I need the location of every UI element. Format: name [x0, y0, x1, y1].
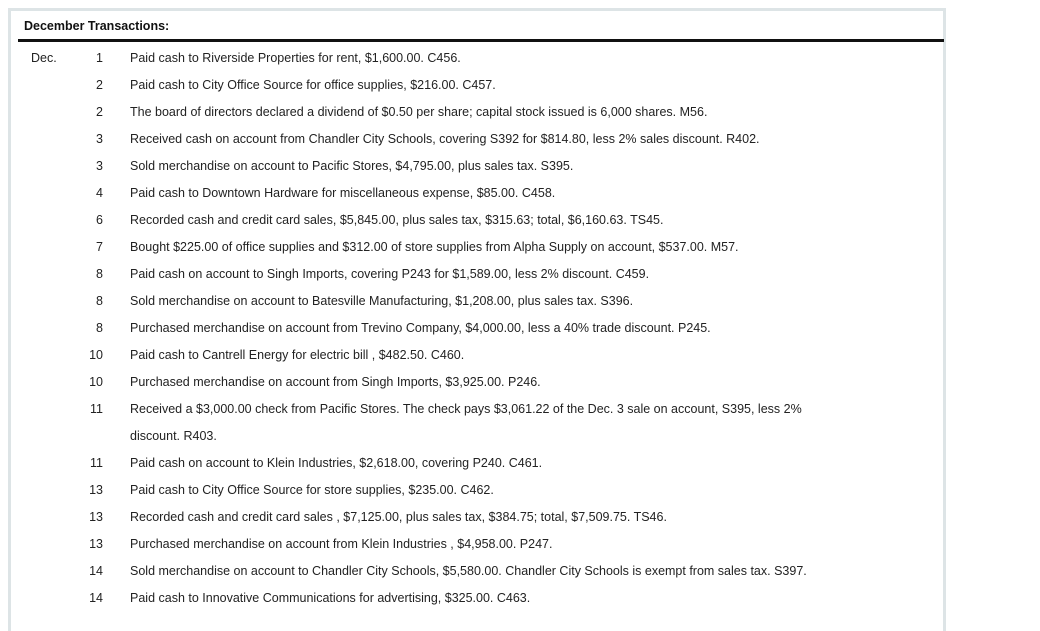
month-label: [11, 369, 81, 396]
transaction-day: 13: [89, 537, 103, 551]
transaction-row: [11, 450, 943, 477]
transaction-list: [11, 42, 943, 612]
transaction-day: 11: [90, 402, 103, 416]
month-label: [11, 342, 81, 369]
transaction-description: Paid cash to Cantrell Energy for electric bill , $482.50. C460.: [130, 348, 465, 362]
transaction-row: [11, 261, 943, 288]
transaction-day: 1: [96, 51, 103, 65]
transaction-day: 4: [96, 186, 103, 200]
transaction-day: 3: [96, 159, 103, 173]
month-label: [11, 261, 81, 288]
month-label: [11, 288, 81, 315]
month-label: [11, 450, 81, 477]
month-label: [11, 477, 81, 504]
transaction-day: 13: [89, 510, 103, 524]
transaction-description: Received cash on account from Chandler City Schools, covering S392 for $814.80, less 2% sales discount. R402.: [130, 132, 760, 146]
transaction-row: [11, 477, 943, 504]
transactions-panel: [8, 8, 946, 631]
transaction-row: [11, 180, 943, 207]
transaction-description: Paid cash to City Office Source for office supplies, $216.00. C457.: [130, 78, 496, 92]
transaction-row: [11, 342, 943, 369]
transaction-description: Paid cash on account to Klein Industries, $2,618.00, covering P240. C461.: [130, 456, 543, 470]
transaction-row: [11, 72, 943, 99]
transaction-description: Recorded cash and credit card sales , $7,125.00, plus sales tax, $384.75; total, $7,509.75. TS46.: [130, 510, 667, 524]
transaction-row: [11, 126, 943, 153]
transaction-day: 2: [96, 78, 103, 92]
transaction-day: 10: [89, 375, 103, 389]
transaction-description: Purchased merchandise on account from Klein Industries , $4,958.00. P247.: [130, 537, 553, 551]
panel-title: December Transactions:: [24, 19, 170, 33]
transaction-row: [11, 153, 943, 180]
transaction-day: 7: [96, 240, 103, 254]
transaction-row: [11, 288, 943, 315]
month-label: Dec.: [31, 51, 57, 65]
transaction-row: [11, 99, 943, 126]
transaction-day: 8: [96, 321, 103, 335]
month-label: [11, 153, 81, 180]
transaction-description: Paid cash to Riverside Properties for rent, $1,600.00. C456.: [130, 51, 461, 65]
transaction-row: [11, 369, 943, 396]
transaction-day: 14: [89, 591, 103, 605]
transaction-day: 13: [89, 483, 103, 497]
month-label: [11, 315, 81, 342]
transaction-description: Recorded cash and credit card sales, $5,845.00, plus sales tax, $315.63; total, $6,160.63. TS45.: [130, 213, 664, 227]
transaction-row: [11, 207, 943, 234]
transaction-day: 8: [96, 294, 103, 308]
transaction-description: Sold merchandise on account to Chandler City Schools, $5,580.00. Chandler City Schools is exempt from sales tax. S397.: [130, 564, 807, 578]
transaction-day: 14: [89, 564, 103, 578]
month-label: [11, 234, 81, 261]
transaction-description: Paid cash to Downtown Hardware for miscellaneous expense, $85.00. C458.: [130, 186, 556, 200]
transaction-row: [11, 558, 943, 585]
transaction-day: 2: [96, 105, 103, 119]
transaction-description: Paid cash to City Office Source for store supplies, $235.00. C462.: [130, 483, 494, 497]
transaction-row: [11, 585, 943, 612]
transaction-row: [11, 234, 943, 261]
transaction-row: [11, 315, 943, 342]
transaction-day: 3: [96, 132, 103, 146]
month-label: [11, 558, 81, 585]
transaction-description: The board of directors declared a dividend of $0.50 per share; capital stock issued is 6,000 shares. M56.: [130, 105, 708, 119]
transaction-row: [11, 396, 943, 450]
transaction-row: [11, 504, 943, 531]
month-label: [11, 531, 81, 558]
month-label: [11, 396, 81, 450]
transaction-description: Paid cash on account to Singh Imports, covering P243 for $1,589.00, less 2% discount. C459.: [130, 267, 650, 281]
transaction-row: [11, 531, 943, 558]
transaction-description: Purchased merchandise on account from Singh Imports, $3,925.00. P246.: [130, 375, 541, 389]
month-label: [11, 585, 81, 612]
month-label: [11, 207, 81, 234]
transaction-day: 11: [90, 456, 103, 470]
transaction-description: Bought $225.00 of office supplies and $312.00 of store supplies from Alpha Supply on account, $537.00. M57.: [130, 240, 739, 254]
month-label: [11, 126, 81, 153]
transaction-description: Sold merchandise on account to Batesville Manufacturing, $1,208.00, plus sales tax. S396.: [130, 294, 634, 308]
transaction-description: Sold merchandise on account to Pacific Stores, $4,795.00, plus sales tax. S395.: [130, 159, 574, 173]
transaction-description: Received a $3,000.00 check from Pacific Stores. The check pays $3,061.22 of the Dec. 3 sale on account, S395, less 2% discount. R403.: [130, 402, 802, 443]
transaction-description: Paid cash to Innovative Communications for advertising, $325.00. C463.: [130, 591, 531, 605]
month-label: [11, 99, 81, 126]
transaction-row: [11, 45, 943, 72]
month-label: [11, 72, 81, 99]
month-label: [11, 180, 81, 207]
month-label: [11, 504, 81, 531]
transaction-day: 6: [96, 213, 103, 227]
transaction-day: 10: [89, 348, 103, 362]
transaction-day: 8: [96, 267, 103, 281]
transaction-description: Purchased merchandise on account from Trevino Company, $4,000.00, less a 40% trade discount. P245.: [130, 321, 711, 335]
